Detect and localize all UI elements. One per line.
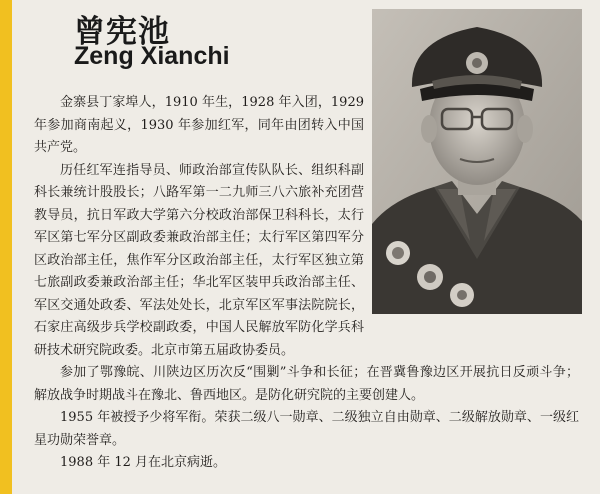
biography-text [34, 92, 579, 475]
bio-paragraph-2: 历任红军连指导员、师政治部宣传队队长、组织科副科长兼统计股股长；八路军第一二九师三八六旅补充团营教导员，抗日军政大学第六分校政治部保卫科科长，太行军区第七军分区副政委兼政治部主任；太行军区第四军分区政治部主任，焦作军分区政治部主任，太行军区独立第七旅副政委兼政治部主任；华北军区装甲兵政治部主任、军区交通处政委、军法处处长，北京军区军事法院院长，石家庄高级步兵学校副政委，中国人民解放军防化学兵科研技术研究院政委。北京市第五届政协委员。 [34, 162, 364, 358]
bio-paragraph-3: 参加了鄂豫皖、川陕边区历次反“围剿”斗争和长征；在晋冀鲁豫边区开展抗日反顽斗争；解放战争时期战斗在豫北、鲁西地区。是防化研究院的主要创建人。 [34, 365, 579, 403]
bio-paragraph-4: 1955 年被授予少将军衔。荣获二级八一勋章、二级独立自由勋章、二级解放勋章、一级红星功勋荣誉章。 [34, 410, 579, 448]
accent-stripe [0, 0, 12, 494]
page-subtitle: Zeng Xianchi [74, 42, 230, 70]
page-title: 曾宪池 [74, 14, 170, 50]
bio-paragraph-5: 1988 年 12 月在北京病逝。 [60, 455, 227, 470]
bio-paragraph-1: 金寨县丁家埠人，1910 年生，1928 年入团，1929 年参加商南起义，1930 年参加红军，同年由团转入中国共产党。 [34, 95, 364, 155]
